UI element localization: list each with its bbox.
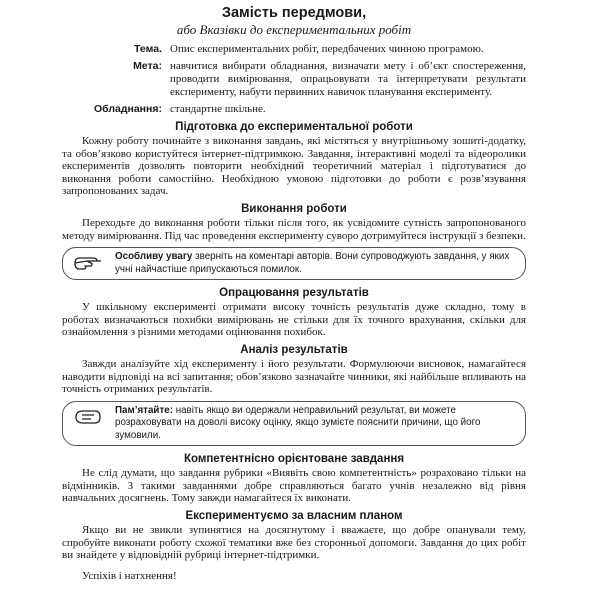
text-analysis: Завжди аналізуйте хід експерименту і його результати. Формулюючи висновок, намагайтеся наводити відповіді на всі запитання; обов’язково зазначайте чинники, які найбільше впливають на точність отриманих результатів. <box>62 357 526 396</box>
meta-key-goal: Мета: <box>133 60 162 72</box>
page <box>62 4 526 582</box>
note2-text: навіть якщо ви одержали неправильний результат, ви можете розраховувати на доволі високу оцінку, якщо зумієте пояснити причини, що його зумовили. <box>115 404 481 441</box>
meta-value-equipment: стандартне шкільне. <box>170 103 266 115</box>
meta-row-topic <box>62 43 526 56</box>
note-authors-comments <box>62 247 526 280</box>
page-subtitle: або Вказівки до експериментальних робіт <box>176 22 412 37</box>
meta-row-equipment <box>62 103 526 116</box>
meta-row-goal <box>62 60 526 99</box>
note-remember <box>62 401 526 447</box>
heading-competence: Компетентнісно орієнтоване завдання <box>183 453 405 466</box>
text-execution: Переходьте до виконання роботи тільки після того, як усвідомите сутність запропонованого методу вимірювання. Під час проведення експерименту суворо дотримуйтеся інструкції з безпеки. <box>62 216 526 242</box>
text-processing: У шкільному експерименті отримати високу точність результатів дуже складно, тому в роботах визначаються похибки вимірювань не стільки для їх точного врахування, скільки для ознайомлення з різними методами оцінювання похибок. <box>62 301 526 339</box>
text-competence: Не слід думати, що завдання рубрики «Виявіть свою компетентність» розраховано тільки на відмінників. З такими завданнями добре справляються багато учнів незалежно від рівня навчальних досягнень. Тому завжди намагайтеся їх виконати. <box>62 467 526 505</box>
heading-preparation: Підготовка до експериментальної роботи <box>175 121 413 133</box>
memo-icon <box>73 408 103 426</box>
meta-key-equipment: Обладнання: <box>93 103 162 115</box>
text-own-plan: Якщо ви не звикли зупинятися на досягнутому і вважаєте, що добре опанували тему, спробуйте виконати роботу схожої тематики вже без сторонньої допомоги. Завдання до цих робіт ви знайдете у відповідній рубриці інтернет-підтримки. <box>62 524 526 562</box>
text-preparation: Кожну роботу починайте з виконання завдань, які містяться у внутрішньому зошиті-додатку, та обов’язково користуйтеся інтернет-підтримкою. Завдання, інтерактивні моделі та відеоролики експериментів дозволять повторити необхідний теоретичний матеріал і підготуватися до виконання роботи самостійно. Необхідною умовою підготовки до роботи є розв’язування запропонованих задач. <box>62 135 526 198</box>
meta-value-topic: Опис експериментальних робіт, передбачених чинною програмою. <box>170 43 484 55</box>
meta-value-goal: навчитися вибирати обладнання, визначати мету і об’єкт спостереження, проводити вимірювання, опрацьовувати та інтерпретувати результати експерименту, набути первинних навичок планування експерименту. <box>170 60 526 98</box>
hand-pointer-icon <box>73 254 103 272</box>
heading-analysis: Аналіз результатів <box>240 343 348 356</box>
note1-text: зверніть на коментарі авторів. Вони супроводжують завдання, у яких учні найчастіше припускаються помилок. <box>115 251 510 275</box>
heading-own-plan: Експериментуємо за власним планом <box>185 510 403 522</box>
note1-bold: Особливу увагу <box>115 251 193 263</box>
meta-key-topic: Тема. <box>134 43 162 55</box>
note2-bold: Пам’ятайте: <box>115 404 173 416</box>
heading-processing: Опрацювання результатів <box>219 287 369 300</box>
closing-line: Успіхів і натхнення! <box>82 569 177 582</box>
heading-execution: Виконання роботи <box>241 202 347 215</box>
page-title: Замість передмови, <box>221 5 367 21</box>
